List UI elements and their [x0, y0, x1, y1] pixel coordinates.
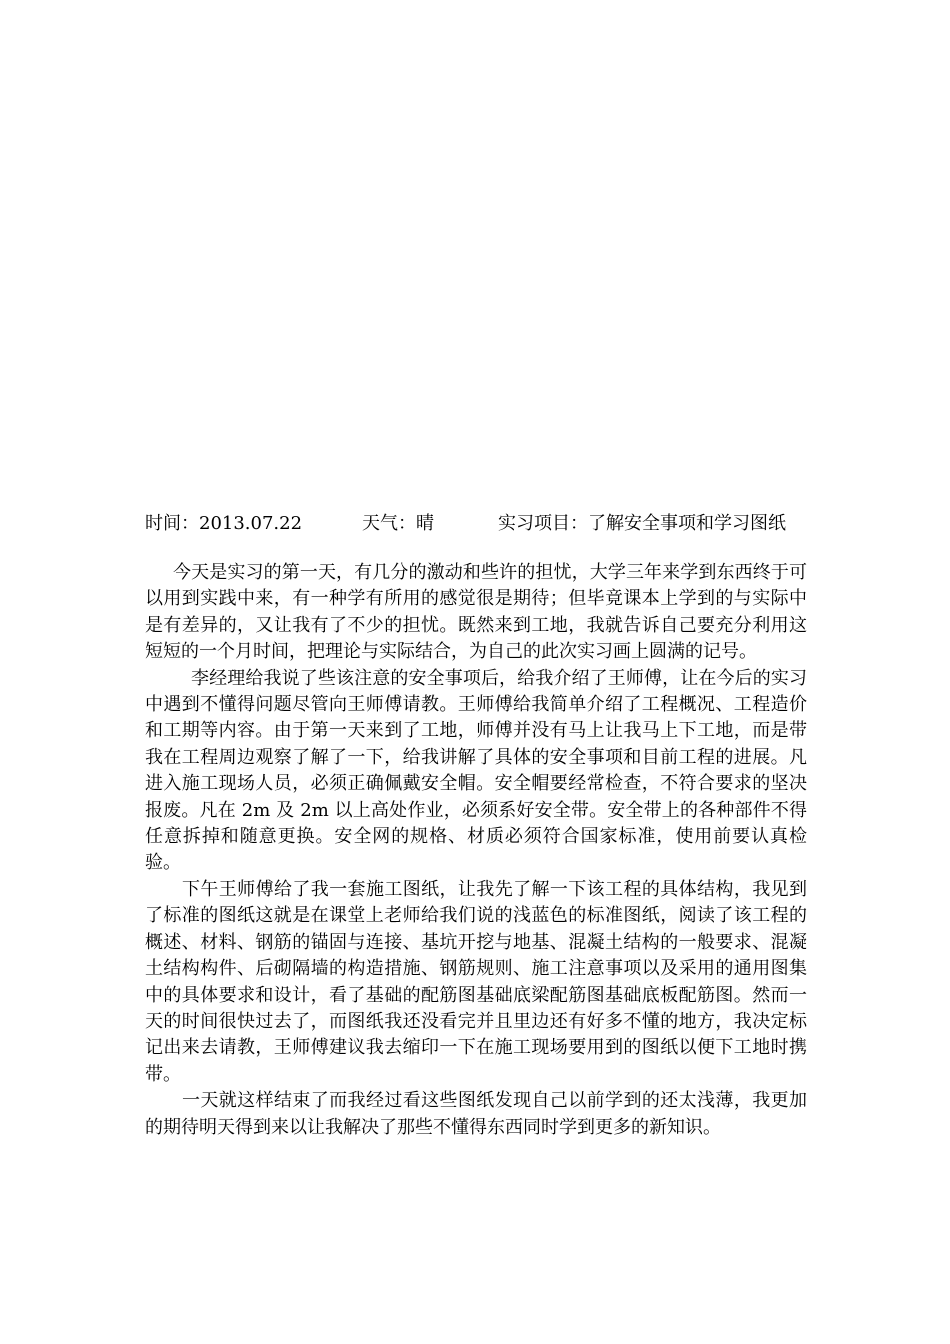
- paragraph-drawings: 下午王师傅给了我一套施工图纸，让我先了解一下该工程的具体结构，我见到了标准的图纸这就是在课堂上老师给我们说的浅蓝色的标准图纸，阅读了该工程的概述、材料、钢筋的锚固与连接、基坑开挖与地基、混凝土结构的一般要求、混凝土结构构件、后砌隔墙的构造措施、钢筋规则、施工注意事项以及采用的通用图集中的具体要求和设计，看了基础的配筋图基础底梁配筋图基础底板配筋图。然而一天的时间很快过去了，而图纸我还没看完并且里边还有好多不懂的地方，我决定标记出来去请教，王师傅建议我去缩印一下在施工现场要用到的图纸以便下工地时携带。: [145, 878, 807, 1085]
- paragraph-first-day: 今天是实习的第一天，有几分的激动和些许的担忧，大学三年来学到东西终于可以用到实践中来，有一种学有所用的感觉很是期待；但毕竟课本上学到的与实际中是有差异的，又让我有了不少的担忧。既然来到工地，我就告诉自己要充分利用这短短的一个月时间，把理论与实际结合，为自己的此次实习画上圆满的记号。: [145, 562, 807, 663]
- weather-field: 天气：晴: [362, 513, 434, 534]
- date-field: 时间：2013.07.22: [145, 513, 303, 534]
- paragraph-safety: 李经理给我说了些该注意的安全事项后，给我介绍了王师傅，让在今后的实习中遇到不懂得问题尽管向王师傅请教。王师傅给我简单介绍了工程概况、工程造价和工期等内容。由于第一天来到了工地，师傅并没有马上让我马上下工地，而是带我在工程周边观察了解了一下，给我讲解了具体的安全事项和目前工程的进展。凡进入施工现场人员，必须正确佩戴安全帽。安全帽要经常检查，不符合要求的坚决报废。凡在 2m 及 2m 以上高处作业，必须系好安全带。安全带上的各种部件不得任意拆掉和随意更换。安全网的规格、材质必须符合国家标准，使用前要认真检验。: [145, 667, 807, 874]
- diary-header: [145, 511, 810, 537]
- project-field: 实习项目：了解安全事项和学习图纸: [498, 513, 786, 534]
- paragraph-conclusion: 一天就这样结束了而我经过看这些图纸发现自己以前学到的还太浅薄，我更加的期待明天得到来以让我解决了那些不懂得东西同时学到更多的新知识。: [145, 1090, 807, 1138]
- diary-body: [145, 560, 807, 1141]
